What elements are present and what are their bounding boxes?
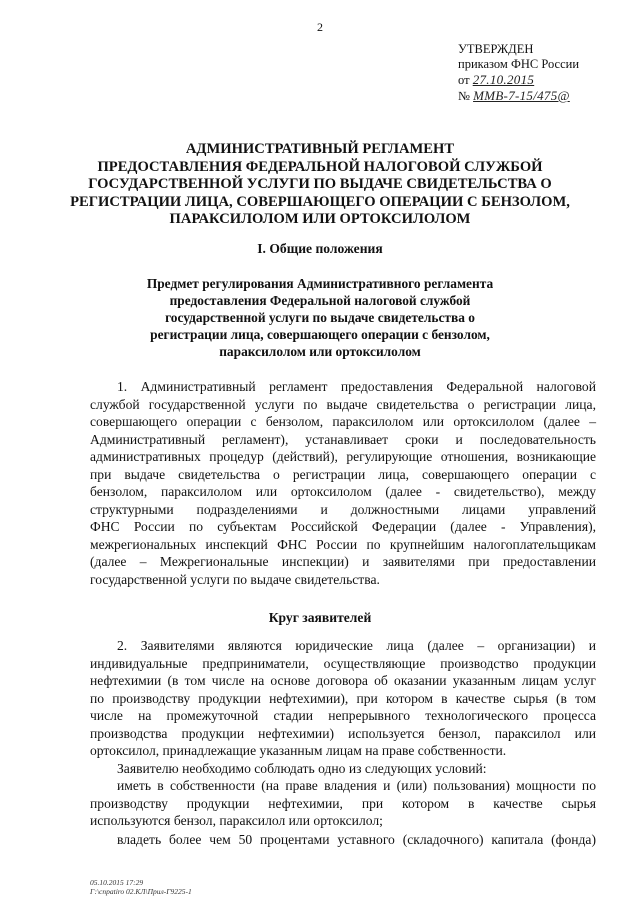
paragraph-line: при выдаче свидетельства о регистрации лица, совершающего операции с xyxy=(90,466,596,482)
paragraph-line: бензолом, параксилолом или ортоксилолом (далее - свидетельство), между xyxy=(90,484,596,499)
approval-date-line xyxy=(458,72,628,88)
subject-heading-line: параксилолом или ортоксилолом xyxy=(219,344,421,359)
footer-file-path: Г:\cnpatiro 02.КЛ\Прил-Г9225-1 xyxy=(90,887,192,896)
title-line: ГОСУДАРСТВЕННОЙ УСЛУГИ ПО ВЫДАЧЕ СВИДЕТЕЛЬСТВА О xyxy=(88,176,552,192)
paragraph-line: 2. Заявителями являются юридические лица (далее – организации) и xyxy=(117,638,596,653)
subject-heading-line: регистрации лица, совершающего операции с бензолом, xyxy=(150,327,490,342)
paragraph-line: индивидуальные предприниматели, осуществляющие производство продукции xyxy=(90,655,596,671)
paragraph-line: иметь в собственности (на праве владения и (или) пользования) мощности по xyxy=(117,778,596,793)
subject-heading-line: Предмет регулирования Административного регламента xyxy=(146,276,494,291)
title-line: ПРЕДОСТАВЛЕНИЯ ФЕДЕРАЛЬНОЙ НАЛОГОВОЙ СЛУЖБОЙ xyxy=(97,158,543,175)
paragraph-line: Административный регламент), устанавливает сроки и последовательность xyxy=(90,431,596,447)
page-number: 2 xyxy=(317,20,323,34)
paragraph-line: нефтехимии (в том числе на основе договора об оказании указанным лицам услуг xyxy=(90,673,596,688)
paragraph-line: владеть более чем 50 процентами уставного (складочного) капитала (фонда) xyxy=(117,832,596,847)
footer-timestamp: 05.10.2015 17:29 xyxy=(90,878,144,887)
paragraph-line: совершающего операции с бензолом, параксилолом или ортоксилолом (далее – xyxy=(90,414,596,429)
paragraph-line: административных процедур (действий), регулирующие отношения, возникающие xyxy=(90,449,596,464)
approval-stamp xyxy=(458,42,628,104)
approval-number-prefix: № xyxy=(458,89,470,103)
paragraph-line: по производству продукции нефтехимии), при котором в качестве сырья (в том xyxy=(90,690,596,706)
paragraph-line: 1. Административный регламент предоставления Федеральной налоговой xyxy=(117,379,596,394)
paragraph-line: (далее – Межрегиональные инспекции) и заявителями при предоставлении xyxy=(90,554,596,569)
subject-heading-line: предоставления Федеральной налоговой службой xyxy=(169,293,471,308)
subject-heading xyxy=(60,275,580,360)
paragraph-line: межрегиональных инспекций ФНС России по крупнейшим налогоплательщикам xyxy=(90,536,596,552)
paragraph-line: государственной услуги по выдаче свидетельства. xyxy=(90,571,380,587)
section-heading: I. Общие положения xyxy=(257,241,383,256)
approval-title: УТВЕРЖДЕН xyxy=(458,42,534,56)
paragraph-1 xyxy=(90,378,596,588)
paragraph-line: ФНС России по субъектам Российской Федерации (далее - Управления), xyxy=(90,519,596,534)
approval-number: ММВ-7-15/475@ xyxy=(473,88,570,103)
approval-date-prefix: от xyxy=(458,73,470,87)
paragraph-line: структурными подразделениями и должностными лицами управлений xyxy=(90,501,596,517)
approval-order: приказом ФНС России xyxy=(458,57,580,71)
paragraph-line: производству продукции нефтехимии, при котором в качестве сырья xyxy=(90,795,596,811)
approval-date: 27.10.2015 xyxy=(472,72,535,87)
title-line: ПАРАКСИЛОЛОМ ИЛИ ОРТОКСИЛОЛОМ xyxy=(169,211,471,227)
paragraph-line: производства продукции нефтехимии) используется бензол, параксилол или xyxy=(90,725,596,741)
paragraph-line: используются бензол, параксилол или ортоксилол; xyxy=(90,813,383,828)
paragraph-4 xyxy=(90,777,596,830)
paragraph-5 xyxy=(90,831,596,849)
paragraph-3 xyxy=(90,760,596,778)
paragraph-line: службой государственной услуги по выдаче свидетельства о регистрации лица, xyxy=(90,396,596,412)
title-line: АДМИНИСТРАТИВНЫЙ РЕГЛАМЕНТ xyxy=(185,141,455,157)
subject-heading-line: государственной услуги по выдаче свидетельства о xyxy=(165,310,475,325)
document-title xyxy=(40,141,600,229)
approval-number-line xyxy=(458,88,628,104)
paragraph-2 xyxy=(90,637,596,760)
paragraph-line: Заявителю необходимо соблюдать одно из следующих условий: xyxy=(117,761,487,776)
paragraph-line: ортоксилол, принадлежащие указанным лицам на праве собственности. xyxy=(90,743,507,758)
title-line: РЕГИСТРАЦИИ ЛИЦА, СОВЕРШАЮЩЕГО ОПЕРАЦИИ С БЕНЗОЛОМ, xyxy=(70,193,570,210)
applicants-heading: Круг заявителей xyxy=(268,610,372,625)
paragraph-line: числе на промежуточной стадии непрерывного технологического процесса xyxy=(90,708,596,723)
file-footer xyxy=(90,878,192,896)
